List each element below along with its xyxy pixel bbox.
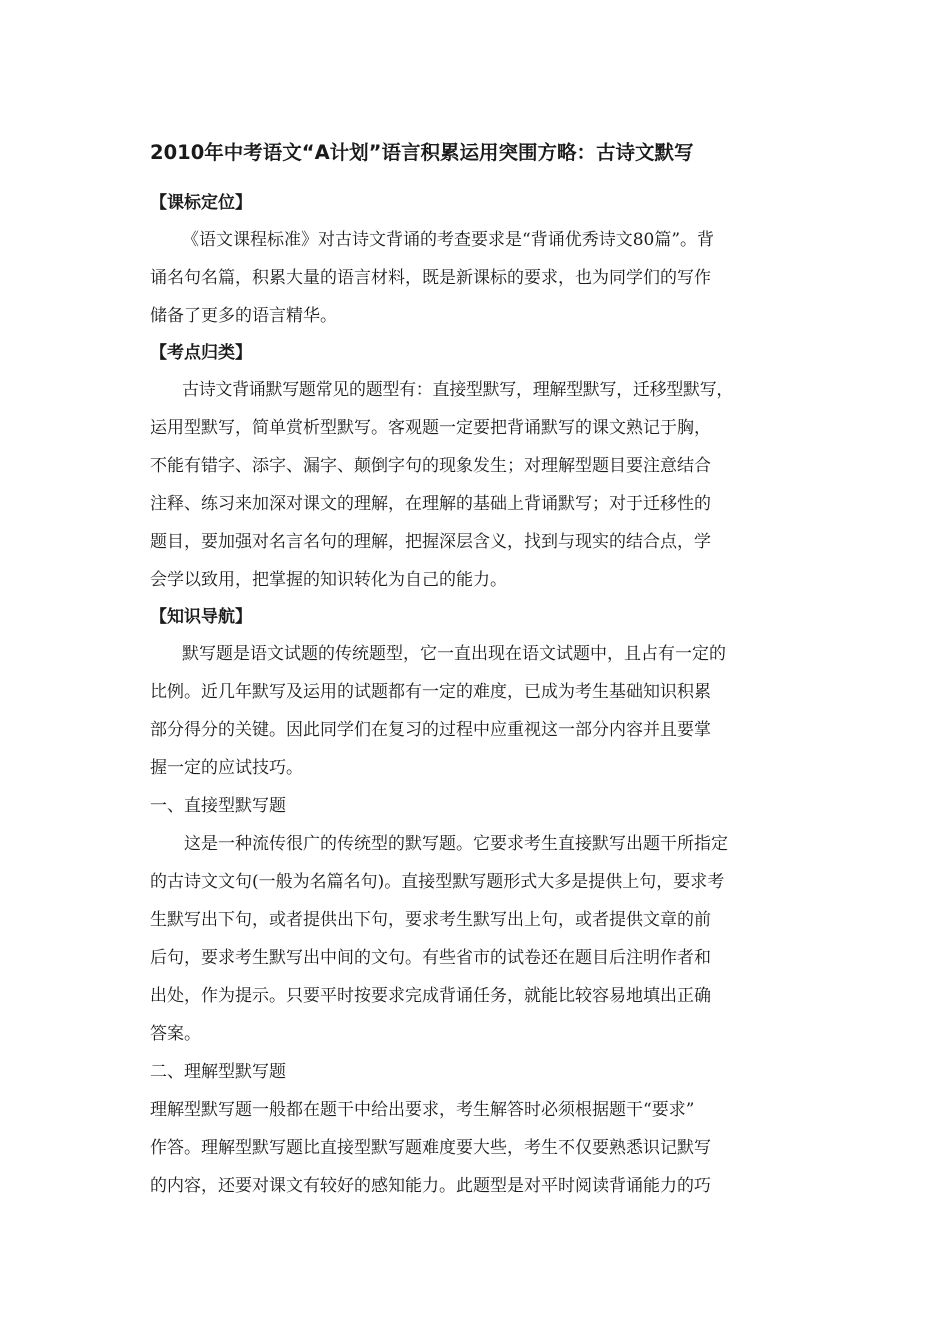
paragraph-line: 题目，要加强对名言名句的理解，把握深层含义，找到与现实的结合点，学 bbox=[150, 532, 711, 552]
paragraph-line: 这是一种流传很广的传统型的默写题。它要求考生直接默写出题干所指定 bbox=[184, 834, 728, 854]
paragraph-line: 古诗文背诵默写题常见的题型有：直接型默写，理解型默写，迁移型默写， bbox=[182, 380, 734, 400]
document-body bbox=[150, 185, 810, 1205]
paragraph-line: 会学以致用，把掌握的知识转化为自己的能力。 bbox=[150, 570, 507, 590]
paragraph-line: 储备了更多的语言精华。 bbox=[150, 306, 337, 326]
paragraph-line: 比例。近几年默写及运用的试题都有一定的难度，已成为考生基础知识积累 bbox=[150, 682, 711, 702]
document-title: 2010年中考语文“A计划”语言积累运用突围方略：古诗文默写 bbox=[150, 141, 694, 164]
paragraph-line: 不能有错字、添字、漏字、颠倒字句的现象发生；对理解型题目要注意结合 bbox=[150, 456, 711, 476]
paragraph-line: 作答。理解型默写题比直接型默写题难度要大些，考生不仅要熟悉识记默写 bbox=[150, 1138, 711, 1158]
paragraph-line: 诵名句名篇，积累大量的语言材料，既是新课标的要求，也为同学们的写作 bbox=[150, 268, 711, 288]
section-heading-curriculum: 【课标定位】 bbox=[150, 193, 252, 213]
part-heading-comprehension: 二、理解型默写题 bbox=[150, 1062, 286, 1082]
paragraph-line: 后句，要求考生默写出中间的文句。有些省市的试卷还在题目后注明作者和 bbox=[150, 948, 711, 968]
paragraph-line: 默写题是语文试题的传统题型，它一直出现在语文试题中，且占有一定的 bbox=[182, 644, 726, 664]
paragraph-line: 的古诗文文句(一般为名篇名句)。直接型默写题形式大多是提供上句，要求考 bbox=[150, 872, 725, 892]
section-heading-knowledge-guide: 【知识导航】 bbox=[150, 607, 252, 627]
part-heading-direct: 一、直接型默写题 bbox=[150, 796, 286, 816]
paragraph-line: 出处，作为提示。只要平时按要求完成背诵任务，就能比较容易地填出正确 bbox=[150, 986, 711, 1006]
paragraph-line: 答案。 bbox=[150, 1024, 201, 1044]
paragraph-line: 注释、练习来加深对课文的理解，在理解的基础上背诵默写；对于迁移性的 bbox=[150, 494, 711, 514]
paragraph-line: 生默写出下句，或者提供出下句，要求考生默写出上句，或者提供文章的前 bbox=[150, 910, 711, 930]
paragraph-line: 理解型默写题一般都在题干中给出要求，考生解答时必须根据题干“要求” bbox=[150, 1100, 695, 1120]
section-heading-exam-points: 【考点归类】 bbox=[150, 343, 252, 363]
paragraph-line: 握一定的应试技巧。 bbox=[150, 758, 303, 778]
paragraph-line: 的内容，还要对课文有较好的感知能力。此题型是对平时阅读背诵能力的巧 bbox=[150, 1176, 711, 1196]
paragraph-line: 部分得分的关键。因此同学们在复习的过程中应重视这一部分内容并且要掌 bbox=[150, 720, 711, 740]
paragraph-line: 运用型默写，简单赏析型默写。客观题一定要把背诵默写的课文熟记于胸， bbox=[150, 418, 711, 438]
paragraph-line: 《语文课程标准》对古诗文背诵的考查要求是“背诵优秀诗文80篇”。背 bbox=[182, 230, 715, 250]
